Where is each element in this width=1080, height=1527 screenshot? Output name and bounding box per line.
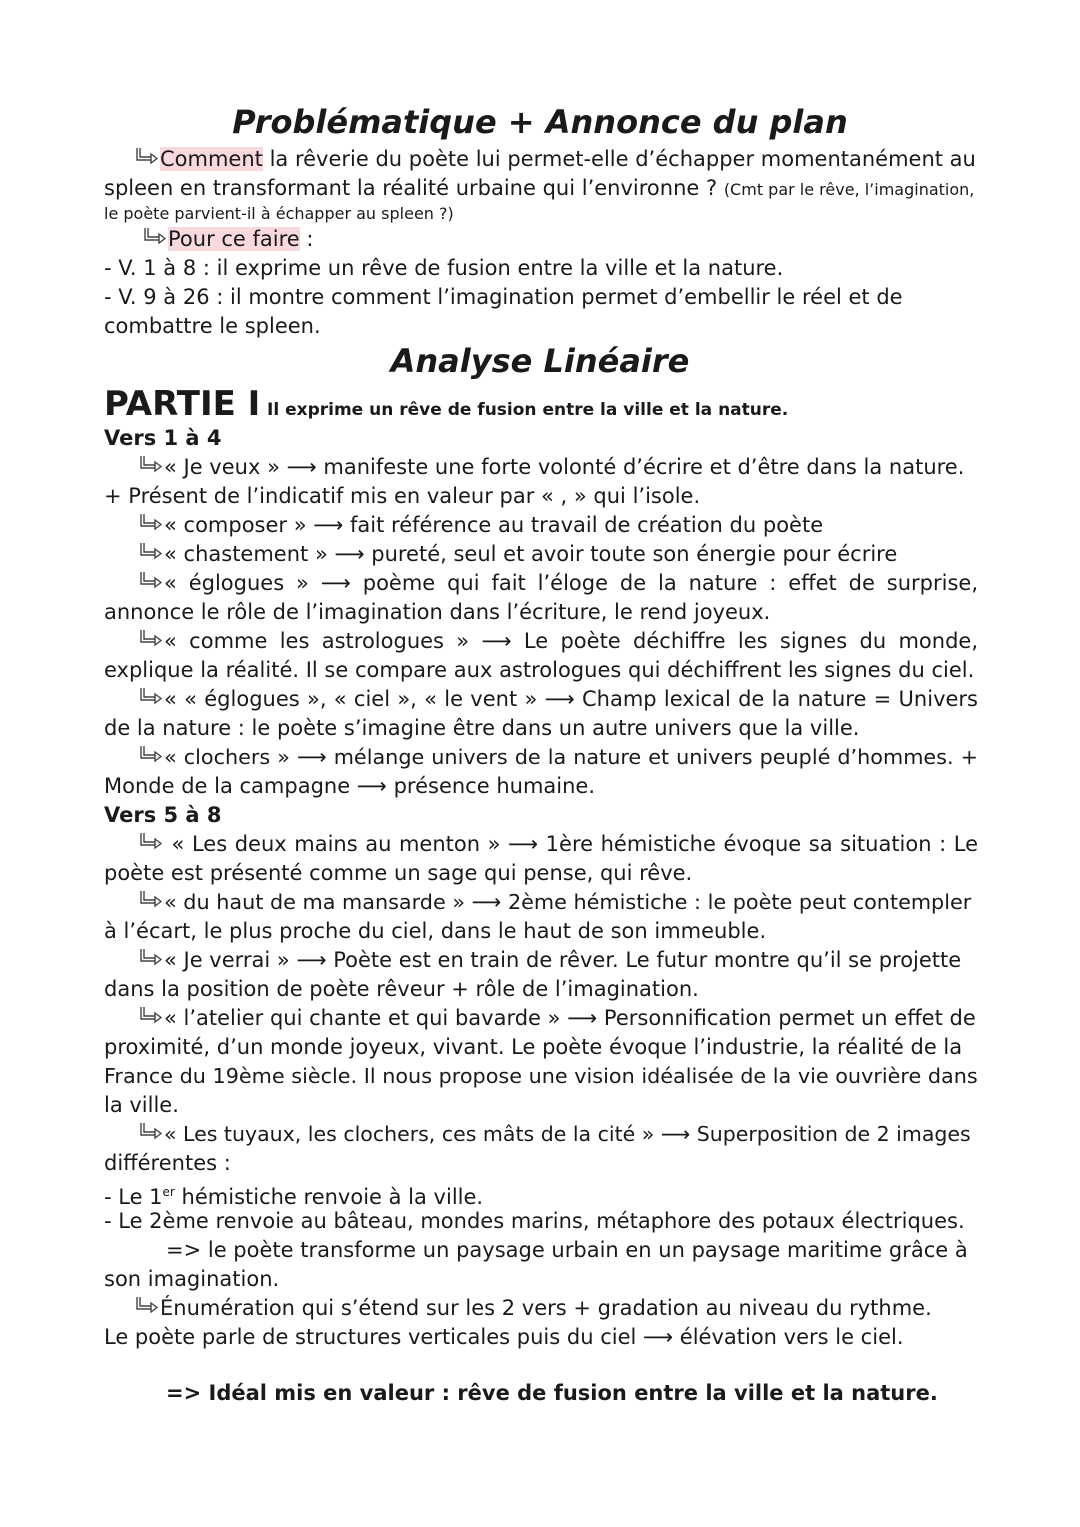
problematique-line-3: le poète parvient-il à échapper au spleen ?) (104, 204, 454, 223)
return-arrow-icon (138, 629, 162, 651)
note-line: « l’atelier qui chante et qui bavarde » ⟶ Personnification permet un effet de (104, 1004, 978, 1033)
analyse-title: Analyse Linéaire (390, 342, 690, 380)
note-line: à l’écart, le plus proche du ciel, dans le haut de son immeuble. (104, 919, 767, 943)
note-line: explique la réalité. Il se compare aux astrologues qui déchiffrent les signes du ciel. (104, 658, 975, 682)
highlight-pour-ce-faire: Pour ce faire (168, 227, 300, 251)
note-line: France du 19ème siècle. Il nous propose une vision idéalisée de la vie ouvrière dans (104, 1064, 978, 1088)
note-line: « Les deux mains au menton » ⟶ 1ère hémistiche évoque sa situation : Le (104, 830, 978, 859)
conclusion-line: => Idéal mis en valeur : rêve de fusion entre la ville et la nature. (166, 1381, 938, 1405)
partie-heading: PARTIE I Il exprime un rêve de fusion entre la ville et la nature. (104, 384, 789, 424)
return-arrow-icon (138, 687, 162, 709)
return-arrow-icon (134, 1296, 158, 1318)
problematique-line-1: Comment la rêverie du poète lui permet-elle d’échapper momentanément au (104, 145, 978, 174)
note-line: + Présent de l’indicatif mis en valeur par « , » qui l’isole. (104, 484, 701, 508)
plan-line-1: - V. 1 à 8 : il exprime un rêve de fusion entre la ville et la nature. (104, 256, 784, 280)
note-line: son imagination. (104, 1267, 280, 1291)
note-line: différentes : (104, 1151, 231, 1175)
plan-line-3: combattre le spleen. (104, 314, 321, 338)
return-arrow-icon (138, 513, 162, 535)
return-arrow-icon (138, 455, 162, 477)
return-arrow-icon (138, 571, 162, 593)
note-line: annonce le rôle de l’imagination dans l’écriture, le rend joyeux. (104, 600, 771, 624)
note-line: poète est présenté comme un sage qui pense, qui rêve. (104, 861, 693, 885)
note-line: - Le 1er hémistiche renvoie à la ville. (104, 1185, 484, 1209)
note-line: « Je veux » ⟶ manifeste une forte volonté d’écrire et d’être dans la nature. (104, 453, 978, 482)
note-line: => le poète transforme un paysage urbain en un paysage maritime grâce à (166, 1238, 968, 1262)
note-line: « comme les astrologues » ⟶ Le poète déchiffre les signes du monde, (104, 627, 978, 656)
note-line: « églogues » ⟶ poème qui fait l’éloge de la nature : effet de surprise, (104, 569, 978, 598)
note-line: « chastement » ⟶ pureté, seul et avoir toute son énergie pour écrire (104, 540, 978, 569)
note-line: de la nature : le poète s’imagine être dans un autre univers que la ville. (104, 716, 860, 740)
pour-ce-faire-line: Pour ce faire : (104, 225, 978, 254)
plan-line-2: - V. 9 à 26 : il montre comment l’imagination permet d’embellir le réel et de (104, 285, 903, 309)
highlight-comment: Comment (160, 147, 263, 171)
return-arrow-icon (138, 1122, 162, 1144)
note-line: Monde de la campagne ⟶ présence humaine. (104, 774, 596, 798)
note-line: « « églogues », « ciel », « le vent » ⟶ Champ lexical de la nature = Univers (104, 685, 978, 714)
note-line: Énumération qui s’étend sur les 2 vers + gradation au niveau du rythme. (104, 1294, 978, 1323)
return-arrow-icon (138, 948, 162, 970)
problematique-title: Problématique + Annonce du plan (232, 103, 848, 141)
return-arrow-icon (138, 745, 162, 767)
note-line: - Le 2ème renvoie au bâteau, mondes marins, métaphore des potaux électriques. (104, 1209, 965, 1233)
note-line: « Les tuyaux, les clochers, ces mâts de la cité » ⟶ Superposition de 2 images (104, 1120, 978, 1149)
return-arrow-icon (138, 542, 162, 564)
vers-5-8-heading: Vers 5 à 8 (104, 803, 222, 827)
return-arrow-icon (138, 1006, 162, 1028)
return-arrow-icon (138, 890, 162, 912)
return-arrow-icon (142, 227, 166, 249)
note-line: la ville. (104, 1093, 179, 1117)
return-arrow-icon (134, 147, 158, 169)
return-arrow-icon (138, 832, 162, 854)
note-line: « composer » ⟶ fait référence au travail de création du poète (104, 511, 978, 540)
note-line: Le poète parle de structures verticales puis du ciel ⟶ élévation vers le ciel. (104, 1325, 904, 1349)
problematique-line-2: spleen en transformant la réalité urbaine qui l’environne ? (Cmt par le rêve, l’imagination, (104, 176, 975, 200)
note-line: « Je verrai » ⟶ Poète est en train de rêver. Le futur montre qu’il se projette (104, 946, 978, 975)
vers-1-4-heading: Vers 1 à 4 (104, 426, 222, 450)
note-line: « clochers » ⟶ mélange univers de la nature et univers peuplé d’hommes. + (104, 743, 978, 772)
note-line: proximité, d’un monde joyeux, vivant. Le poète évoque l’industrie, la réalité de la (104, 1035, 963, 1059)
note-line: dans la position de poète rêveur + rôle de l’imagination. (104, 977, 699, 1001)
note-line: « du haut de ma mansarde » ⟶ 2ème hémistiche : le poète peut contempler (104, 888, 978, 917)
